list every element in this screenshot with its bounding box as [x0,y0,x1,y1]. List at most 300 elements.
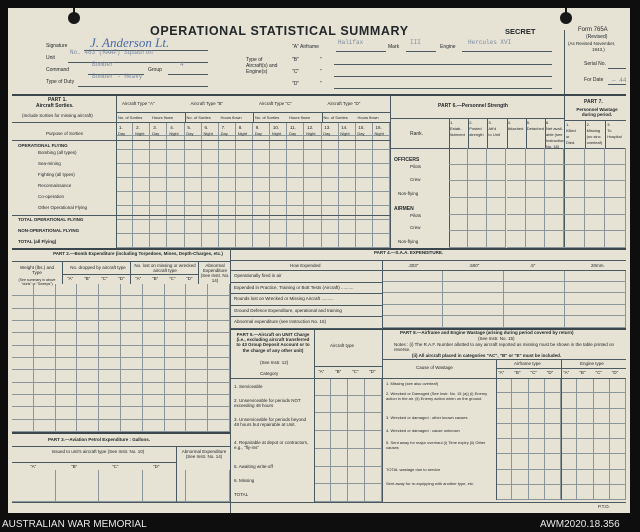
part8-cell [545,454,561,469]
part5-cell [365,431,382,449]
part1-col-number: 10. [272,125,280,130]
part5-row-label: 4. Repairable at depot or contractors, e.g., "fly-ins" [234,440,309,451]
part8-cell [610,470,626,485]
part1-cell [133,234,150,248]
part4-row-rule [230,305,382,306]
part1-row-label: Other Operational Flying [38,205,88,210]
part8-cell [512,470,528,485]
secret-stamp: SECRET [505,27,536,36]
part2-cell [143,358,165,370]
part2-title: PART 2.—Bomb Expenditure (including Torpedoes, Mines, Depth-Charges, etc.) [53,251,223,256]
part1-cell [185,220,202,234]
part2-cell [121,420,143,432]
part7-cell [605,215,626,232]
part6-cell [507,231,526,248]
part1-cell [219,234,236,248]
part1-cell [219,136,236,150]
part8-cell [512,409,528,424]
part2-cell [34,358,56,370]
part2-cell [34,383,56,395]
part1-cell [270,192,287,206]
part2-cell [143,321,165,333]
part6-title-rule [390,118,564,119]
part2-cell [143,296,165,308]
part1-cell [202,206,219,220]
part6-cell [487,165,506,182]
part2-cell [34,309,56,321]
header-right-divider [564,30,565,94]
part1-cell [339,164,356,178]
part6-col-label: No. 18) [546,144,560,149]
part5-cell [365,467,382,485]
part5-cell [314,467,331,485]
part2-cell [56,370,78,382]
part5-cell [331,413,348,431]
part1-cell [219,164,236,178]
part1-row-label: Sea-mining [38,161,61,166]
part2-cell [77,333,99,345]
pto-label: P.T.O. [598,504,610,509]
part1-row-label: Bombing (all types) [38,150,77,155]
part1-cell [253,164,270,178]
part4-cell [443,270,504,282]
part2-cell [99,333,121,345]
part1-row-label: Fighting (all types) [38,172,75,177]
part6-cell [507,148,526,165]
part2-cell [143,346,165,358]
part1-col-number: 8. [238,125,243,130]
label-unit: Unit [46,55,55,61]
part8-cell [545,439,561,454]
part2-cell [143,420,165,432]
label-airframe-c: "C" [292,69,300,75]
part1-cell [287,136,304,150]
part1-col-number: 4. [170,125,175,130]
part7-grid [564,148,626,248]
part8-header-rule [382,378,626,379]
part7-title: PART 7. [584,99,603,105]
part2-cell [186,370,208,382]
part2-cell [121,407,143,419]
part1-cell [253,178,270,192]
part5-cell [348,396,365,414]
airframe-d-line [334,88,552,89]
part6-col-label: 3. [488,120,492,125]
part8-cell [610,485,626,500]
part8-row-label: Sent away for re-equipping with another type, etc. [386,481,475,486]
part2-cell [77,407,99,419]
part2-type-label: "D" [186,276,193,281]
part1-cell [253,206,270,220]
part4-cell [565,270,626,282]
part4-calibre-header: .500" [469,263,480,268]
part5-cell [365,449,382,467]
part6-cell [449,231,468,248]
part5-cell [348,484,365,502]
part2-cell [121,296,143,308]
part8-cell [577,439,593,454]
part2-cell [34,420,56,432]
part1-cell [322,206,339,220]
part2-cell [186,333,208,345]
part5-cell [314,413,331,431]
part1-col-label: Night [135,131,145,136]
part1-cell [356,220,373,234]
part1-col-label: Day [254,131,262,136]
part4-cell [504,293,565,305]
part1-row-label: Co-operation [38,194,65,199]
part8-cell [545,409,561,424]
part3-cell [143,470,187,502]
part4-cell [504,305,565,317]
part2-cell [143,383,165,395]
part8-cell [561,424,577,439]
part5-row-label: 1. Serviceable [234,384,263,389]
part6-cell [526,181,545,198]
part2-cell [12,383,34,395]
part1-cell [356,178,373,192]
part2-type-label: "A" [67,276,74,281]
part8-note1: Notes : (i) The R.A.F. Number allotted to any aircraft reported as missing must be shown in the table printed on reverse. [394,342,615,353]
part2-cell [208,296,230,308]
part1-col-label: Night [271,131,282,136]
part1-colhead-rule [12,140,390,141]
part2-cell [77,420,99,432]
part2-cell [165,333,187,345]
mid-rule [12,248,626,250]
part1-subhead-rule [12,122,390,123]
part3-type-label: "D" [153,464,160,469]
part4-row-label: Ground Defence Expenditure, operational and training [234,307,342,313]
part1-cell [167,178,184,192]
part2-abnormal-header: Abnormal Expenditure (See Instr. No. 14) [200,263,230,283]
part1-col-label: Night [340,131,350,136]
typed-engine: Hercules XVI [468,39,512,46]
part5-type-label: "B" [335,369,342,374]
part1-cell [304,136,321,150]
part6-col-divider [545,118,546,148]
serial-line [608,68,626,69]
typed-group: 4 [180,61,184,68]
header-rule [12,94,626,96]
part2-weight-header: Weight (lbs.) and Type [20,265,54,275]
part1-cell [202,150,219,164]
part1-col-label: Day [323,131,331,136]
part1-cell [167,136,184,150]
part8-cell [577,454,593,469]
part2-cell [12,284,34,296]
part1-cell [185,150,202,164]
part4-row-rule [230,328,382,329]
part8-cell [529,439,545,454]
part2-cell [208,407,230,419]
part6-grid [449,148,564,248]
part6-cell [507,165,526,182]
part4-grid [382,270,626,328]
part8-row-label: 3. Wrecked or damaged : other known causes [386,415,468,420]
part2-cell [143,284,165,296]
part8-row-label: 5. Sent away for major overhaul (i) Time expiry (ii) Other causes [386,440,486,450]
part5-cell [314,449,331,467]
part3-issued-header: Issued to unit's aircraft type (See Instr. No. 10) [51,449,145,454]
part8-cell [512,454,528,469]
part6-col-label: able (see [546,132,563,137]
part2-type-label: "B" [84,276,91,281]
part1-cell [150,234,167,248]
part7-cell [564,198,585,215]
part5-category-header: Category [260,371,279,376]
typed-mark: III [410,39,421,46]
part1-col-label: Day [186,131,194,136]
part1-cell [287,220,304,234]
part8-instr: (See Instr. No. 15) [478,336,515,341]
typed-unit: No. 463 (RAAF) Squadron [70,49,153,56]
part1-cell [116,192,133,206]
part7-col-label: Missing [586,128,601,133]
part2-div-b [130,261,131,284]
part2-cell [121,346,143,358]
part8-cell [512,393,528,408]
part1-cell [270,164,287,178]
part6-cell [545,165,564,182]
part1-cell [185,234,202,248]
engine-line [462,51,552,52]
part1-col-label: Day [220,131,228,136]
part8-type-label: "D" [611,370,619,375]
part6-cell [487,231,506,248]
part2-cell [12,407,34,419]
part2-type-label: "C" [169,276,176,281]
part2-cell [208,346,230,358]
part1-cell [373,220,390,234]
part4-cell [443,316,504,328]
part2-cell [99,321,121,333]
part1-cell [287,234,304,248]
part8-cell [545,470,561,485]
part8-cell [512,439,528,454]
part8-cell [577,470,593,485]
part6-cell [545,231,564,248]
label-signature: Signature [46,43,68,49]
part7-cell [564,165,585,182]
part1-cell [270,206,287,220]
part1-cell [167,206,184,220]
part5-cell [365,413,382,431]
part7-col-label: (no sinc [586,134,601,139]
part1-type-divider [322,112,323,122]
part1-cell [236,192,253,206]
part2-cell [56,321,78,333]
part1-col-label: Night [374,131,384,136]
part6-cell [487,181,506,198]
label-type-of-aircraft: Type of Aircraft(s) and Engine(s) [246,57,278,75]
part4-row-label: Rounds lost on Wrecked or Missing Aircraft .......... [234,296,334,302]
part2-cell [12,346,34,358]
part5-cell [314,378,331,396]
part1-cell [253,220,270,234]
part6-cell [487,215,506,232]
part1-col-number: 1. [119,125,123,130]
part4-cell [443,305,504,317]
part5-cell [314,431,331,449]
part1-cell [356,192,373,206]
part1-cell [116,234,133,248]
part1-cell [167,234,184,248]
part6-cell [449,181,468,198]
part2-cell [99,284,121,296]
part4-cell [565,316,626,328]
part1-cell [253,150,270,164]
part1-cell [339,220,356,234]
part1-col-number: 15. [358,125,365,130]
part1-col-label: Day [118,131,126,136]
part1-type-divider [185,112,186,122]
part1-col-number: 3. [153,125,157,130]
ditto-mark-d: " [320,81,322,87]
part8-notes-rule [382,359,626,360]
part6-col-label: Attached [507,126,524,131]
part1-col-number: 14. [341,125,348,130]
label-serial-no: Serial No. [584,61,606,67]
part6-airmen-pilots: Pilots [410,213,422,218]
part7-cell [564,215,585,232]
left-column-divider [230,248,231,513]
part7-cell [585,165,606,182]
part1-cell [287,192,304,206]
part1-cell [219,192,236,206]
part8-row-label: 2. Wrecked or Damaged (See Instr. No. 15 (a)) (i) Enemy action in the air. (ii) Enemy action when on the ground [386,391,488,401]
part1-cell [322,192,339,206]
part3-type-label: "A" [30,464,37,469]
part1-hours-header: Hours flown [357,115,379,120]
part6-col-divider [468,118,469,148]
part2-cell [186,346,208,358]
part6-col-label: Att'd [488,126,497,131]
part8-row-label: 1. Missing (see also overleaf) [386,381,439,386]
part4-title: PART 4.—S.A.A. EXPENDITURE. [374,250,444,255]
part1-cell [116,206,133,220]
part2-type-label: "A" [135,276,142,281]
part1-cell [202,220,219,234]
part5-cell [348,378,365,396]
part1-cell [287,206,304,220]
part2-lost-header: No. lost on missing or wrecked aircraft type [134,263,196,273]
part1-cell [253,234,270,248]
part3-grid [12,470,230,502]
part1-col-number: 5. [187,125,192,130]
part2-cell [56,407,78,419]
part2-cell [77,358,99,370]
label-engine: Engine [440,44,456,50]
part3-type-label: "C" [112,464,119,469]
bottom-rule [12,502,626,503]
part2-cell [165,284,187,296]
part2-type-label: "C" [101,276,108,281]
part4-cell [382,305,443,317]
part7-col-divider [605,120,606,148]
part8-cell [496,454,512,469]
ditto-mark-b: " [320,57,322,63]
part1-subtitle: Aircraft Sorties. [36,103,74,109]
part8-type-label: "A" [498,370,505,375]
part2-cell [56,420,78,432]
part8-cell [594,470,610,485]
part2-cell [99,296,121,308]
part1-cell [116,136,133,150]
part2-cell [121,395,143,407]
part1-cell [167,192,184,206]
part8-cell [561,470,577,485]
part2-div-a [62,261,63,284]
part7-col-label: Died. [566,140,576,145]
part8-cell [610,393,626,408]
part1-cell [322,136,339,150]
part2-cell [143,370,165,382]
part1-cell [150,192,167,206]
label-command: Command [46,67,70,73]
part1-col-label: Night [306,131,316,136]
part2-type-label: "D" [118,276,125,281]
part2-cell [56,333,78,345]
part2-cell [99,358,121,370]
unit-line [68,62,208,63]
part2-cell [186,358,208,370]
part5-cell [348,413,365,431]
part2-cell [12,370,34,382]
part5-title: PART 5.—Aircraft on UNIT Charge (i.e., excluding aircraft transferred to 43 Group Deposit Account or to the charge of any other unit) [236,332,310,353]
part1-cell [322,220,339,234]
part2-cell [99,383,121,395]
part3-cell [186,470,230,502]
part1-cell [150,178,167,192]
label-airframe-d: "D" [292,81,300,87]
part5-cell [348,467,365,485]
part1-cell [219,150,236,164]
part6-officers-pilots: Pilots [410,164,422,169]
part6-cell [468,148,487,165]
part6-cell [468,231,487,248]
part2-type-label: "B" [152,276,159,281]
part6-col-label: 1. [450,120,454,125]
part7-col-label: 1. [566,122,570,127]
part2-cell [12,296,34,308]
part8-type-label: "D" [546,370,554,375]
part2-cell [56,309,78,321]
part8-cell [545,485,561,500]
part8-cell [512,378,528,393]
part2-cell [99,370,121,382]
part1-cell [322,234,339,248]
part3-type-rule [12,462,176,463]
part1-cell [356,150,373,164]
part2-cell [99,309,121,321]
part8-cell [594,454,610,469]
part5-row-label: 6. Missing [234,478,255,483]
part2-cell [186,395,208,407]
binder-ring-right-stem [565,8,567,14]
part8-type-label: "C" [530,370,537,375]
part1-cell [202,164,219,178]
part1-cell [236,234,253,248]
part8-cell [529,454,545,469]
part1-cell [373,150,390,164]
part1-cell [185,178,202,192]
typed-unit-type: Bomber [92,61,114,68]
part1-cell [287,150,304,164]
handwritten-signature: J. Anderson Lt. [90,35,170,50]
part1-cell [304,192,321,206]
part1-cell [270,150,287,164]
